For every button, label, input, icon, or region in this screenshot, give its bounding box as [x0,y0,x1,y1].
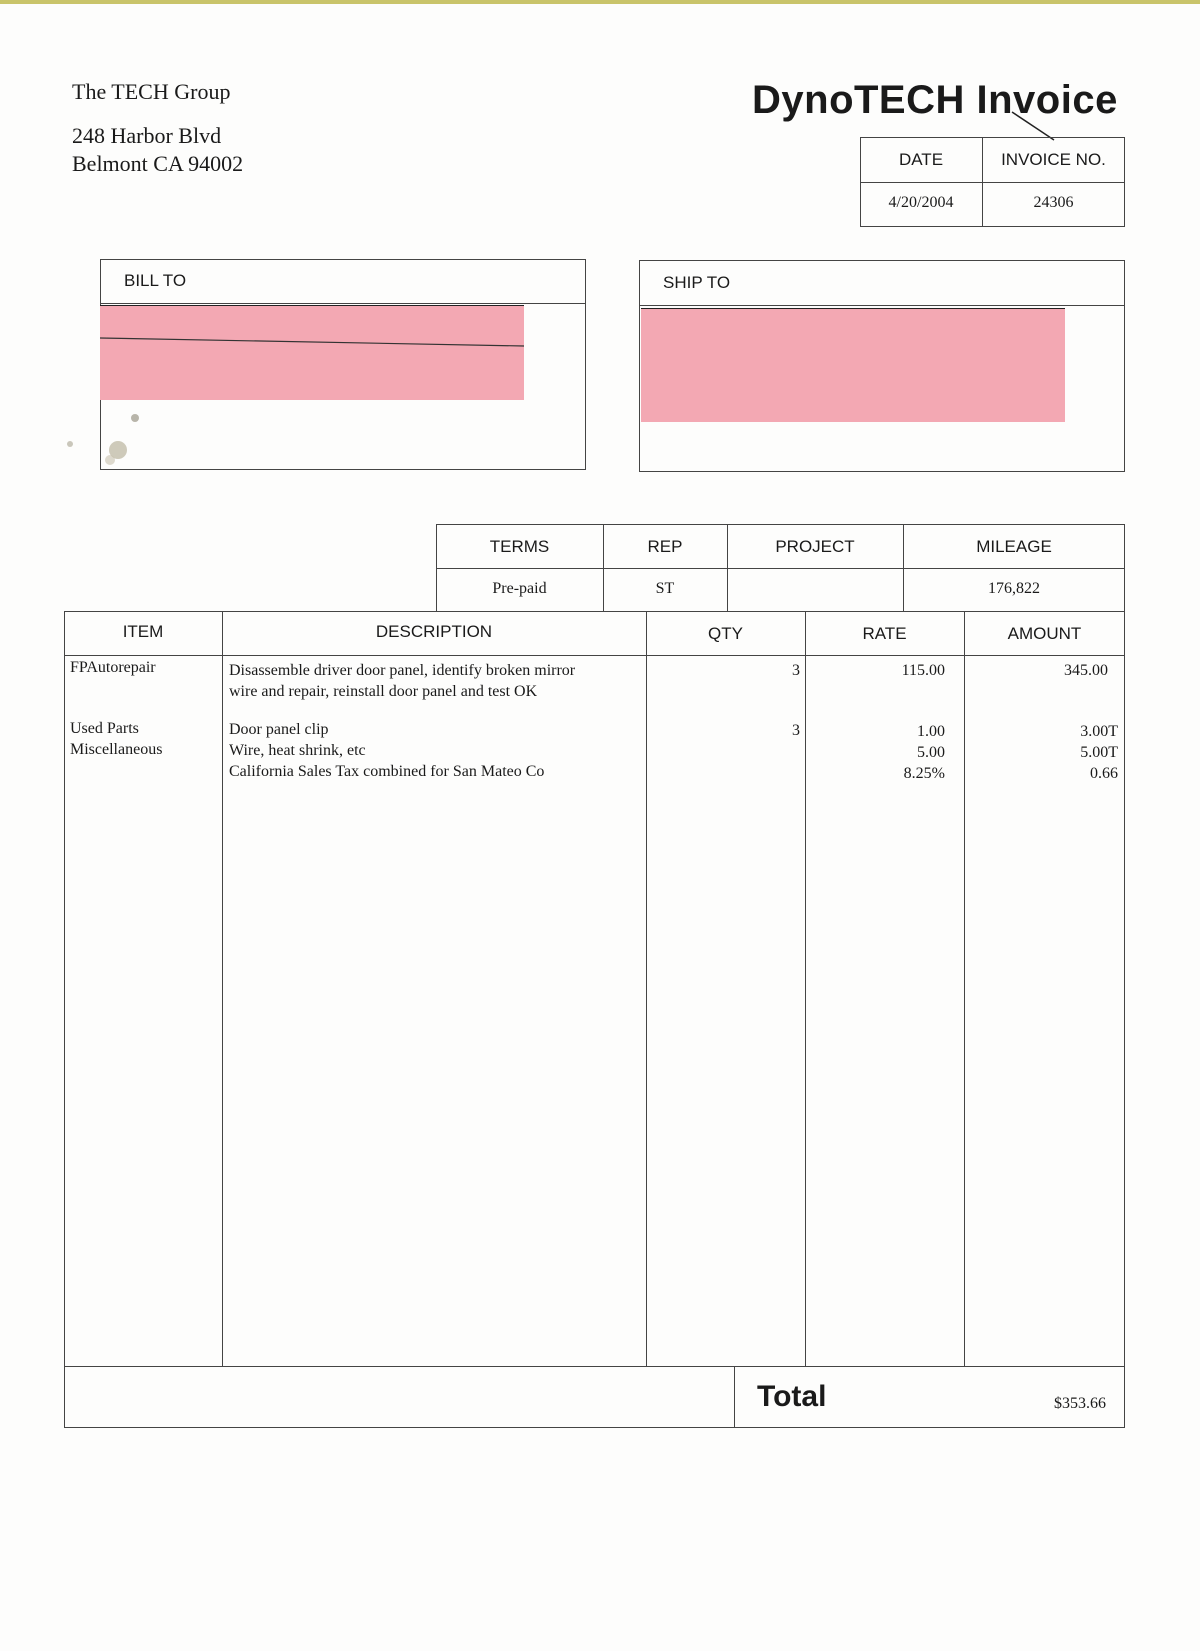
project-label: PROJECT [775,537,855,556]
rate-header: RATE [862,624,907,643]
amount-value: 0.66 [1090,765,1118,782]
ship-to-label: SHIP TO [663,273,731,292]
rep-label: REP [647,537,683,556]
description-line: Door panel clip [229,721,329,738]
terms-label: TERMS [489,537,550,556]
invoice-title: DynoTECH Invoice [752,78,1118,122]
total-divider [734,1366,735,1428]
row-amount [964,660,1108,681]
rate-value: 8.25% [903,765,945,782]
amount-header: AMOUNT [1007,624,1082,643]
item-name: Miscellaneous [70,741,163,758]
smudge-mark [40,400,160,480]
row-qty [646,660,800,681]
ship-to-redaction [641,308,1065,422]
table-divider [860,182,1125,183]
row-rate [805,721,945,784]
amount-value: 5.00T [1080,744,1118,761]
item-header: ITEM [122,622,164,641]
qty-value: 3 [792,722,800,739]
row-description [229,719,544,782]
rate-value: 115.00 [901,662,945,679]
qty-value: 3 [792,662,800,679]
description-line: Disassemble driver door panel, identify broken mirror [229,662,576,679]
box-divider [639,305,1125,306]
company-name: The TECH Group [72,79,231,104]
table-row [70,718,162,760]
redaction-edge [641,308,1065,309]
total-label: Total [757,1380,827,1413]
table-divider [436,568,1125,569]
bill-to-redaction [100,305,524,400]
total-row-divider [64,1366,1125,1367]
amount-value: 3.00T [1080,723,1118,740]
redaction-edge [100,305,524,306]
description-line: Wire, heat shrink, etc [229,742,366,759]
bill-to-label: BILL TO [124,271,187,290]
description-line: California Sales Tax combined for San Mateo Co [229,763,545,780]
company-street: 248 Harbor Blvd [72,123,222,148]
total-value: $353.66 [1054,1395,1106,1412]
invoice-no-label: INVOICE NO. [1001,150,1106,169]
qty-header: QTY [708,624,743,643]
rate-value: 5.00 [917,744,945,761]
item-name: Used Parts [70,720,139,737]
row-description [229,660,575,702]
mileage-value: 176,822 [988,580,1040,597]
date-label: DATE [898,150,944,169]
fold-line [100,330,530,350]
rate-value: 1.00 [917,723,945,740]
row-qty [646,720,800,741]
invoice-number: 24306 [1033,194,1074,211]
table-row [70,657,156,678]
company-city: Belmont CA 94002 [72,151,244,176]
description-header: DESCRIPTION [375,622,493,641]
mileage-label: MILEAGE [976,537,1052,556]
item-name: FPAutorepair [70,659,156,676]
amount-value: 345.00 [1064,662,1108,679]
description-line: wire and repair, reinstall door panel and test OK [229,683,538,700]
column-divider [222,611,223,1366]
scan-top-edge [0,0,1200,4]
row-amount [964,721,1118,784]
invoice-date: 4/20/2004 [888,194,954,211]
rep-value: ST [655,580,675,597]
row-rate [805,660,945,681]
table-header-divider [64,655,1125,656]
terms-value: Pre-paid [492,580,547,597]
box-divider [100,303,586,304]
